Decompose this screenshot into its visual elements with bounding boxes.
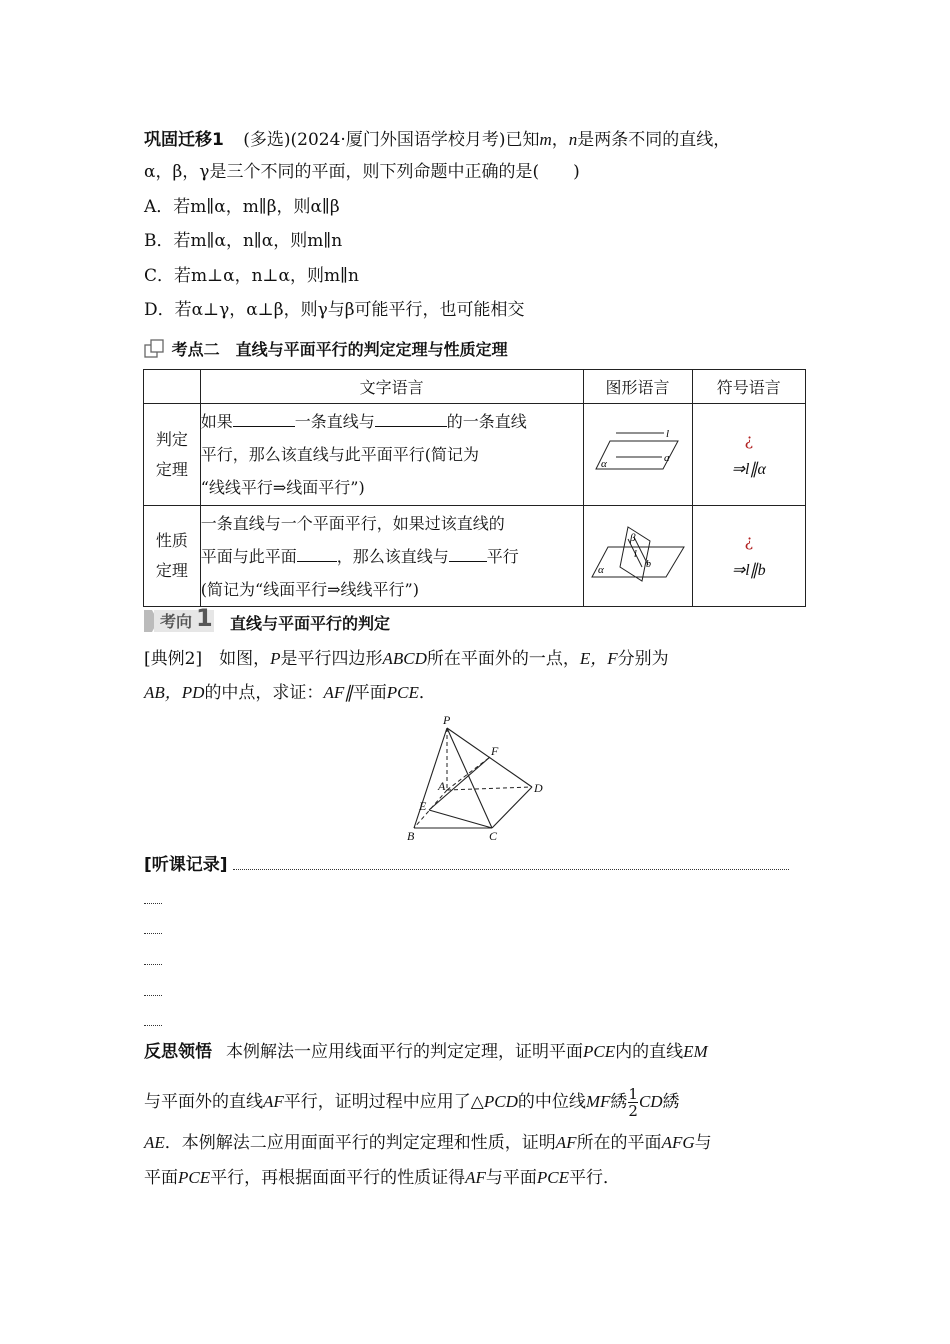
vertex-label-a: A	[438, 779, 446, 793]
property-text	[200, 506, 583, 607]
text: 平行．	[569, 1168, 620, 1188]
notes-blank-line[interactable]	[144, 933, 162, 934]
var: MF	[585, 1092, 611, 1111]
property-figure	[583, 506, 692, 607]
option-d	[144, 299, 525, 321]
section-title: 考点二 直线与平面平行的判定定理与性质定理	[171, 340, 508, 359]
option-a	[144, 196, 340, 218]
row-label-line: 定理	[155, 561, 188, 580]
reflection-line-1	[144, 1041, 708, 1063]
header-symbol-lang: 符号语言	[692, 370, 805, 404]
kaoxiang-banner	[144, 604, 444, 634]
symbol-brace: ¿	[744, 531, 754, 550]
property-text-line1: 一条直线与一个平面平行，如果过该直线的	[200, 513, 505, 533]
var: P	[270, 649, 281, 668]
text: 是平行四边形	[280, 649, 383, 669]
option-a-key: A．若	[144, 197, 191, 217]
kaoxiang-title: 直线与平面平行的判定	[230, 614, 391, 633]
kaoxiang-tag: 考向	[160, 612, 193, 631]
vertex-label-d: D	[534, 781, 543, 795]
row-label-line: 判定	[155, 429, 188, 449]
text: 一条直线与	[294, 412, 375, 431]
fill-blank	[375, 408, 447, 427]
fraction-numerator: 1	[628, 1085, 638, 1103]
text: 所在的平面	[576, 1133, 662, 1153]
var: PCE	[536, 1168, 569, 1187]
option-b-key: B．若	[144, 231, 191, 251]
text: ．	[418, 683, 436, 703]
text: 平面	[144, 1168, 178, 1188]
text: 与	[694, 1133, 712, 1153]
judge-symbol	[692, 404, 805, 506]
text: 的中点，求证：	[204, 683, 324, 703]
fig-label-a: a	[663, 451, 670, 464]
vertex-label-p: P	[443, 713, 451, 727]
option-c-key: C．若	[144, 266, 192, 286]
text: 分别为	[617, 649, 669, 669]
symbol-conclusion: ⇒l∥b	[731, 562, 766, 579]
fig-label-alpha: α	[600, 457, 607, 470]
judge-text-line2: 平行，那么该直线与此平面平行(简记为	[200, 445, 479, 464]
sep: ，	[551, 130, 569, 150]
practice-line-2: α，β，γ是三个不同的平面，则下列命题中正确的是( )	[144, 162, 580, 182]
judge-text-line1	[201, 405, 583, 438]
var: PCE	[583, 1042, 616, 1061]
row-label-judge	[144, 404, 201, 506]
practice-rest: 是两条不同的直线，	[577, 130, 731, 150]
text: 的一条直线	[446, 412, 527, 431]
theorem-table	[143, 369, 806, 607]
property-text-line3: (简记为“线面平行⇒线线平行”)	[200, 579, 419, 599]
var: E，F	[579, 649, 618, 668]
text: 綉	[610, 1092, 628, 1112]
text: 平行，再根据面面平行的性质证得	[210, 1168, 466, 1188]
option-d-key: D．若	[144, 300, 192, 320]
header-figure-lang: 图形语言	[583, 370, 692, 404]
var: AF	[465, 1168, 486, 1187]
text: 平面与此平面	[200, 546, 297, 566]
var-n: n	[568, 130, 578, 149]
var: PCE	[178, 1168, 211, 1187]
var-m: m	[539, 130, 552, 149]
fig-label-l: l	[633, 549, 637, 560]
reflection-line-3	[144, 1132, 712, 1154]
var: EM	[683, 1042, 708, 1061]
example-line-2	[144, 682, 436, 704]
row-label-line: 性质	[155, 531, 188, 550]
text: 与平面外的直线	[144, 1092, 263, 1112]
notes-dotted-line[interactable]	[233, 853, 789, 870]
example-line-1	[144, 648, 669, 670]
plane-line-figure	[588, 423, 688, 483]
table-row	[144, 404, 806, 506]
text: 本例解法一应用线面平行的判定定理，证明平面	[226, 1042, 583, 1062]
symbol-brace: ¿	[744, 429, 754, 449]
section-square-icon	[144, 339, 166, 359]
option-b	[144, 230, 342, 252]
property-symbol	[692, 506, 805, 607]
practice-line-1	[144, 129, 730, 151]
var: PCE	[386, 683, 419, 702]
practice-source: (多选)(2024·厦门外国语学校月考)已知	[243, 130, 540, 150]
reflection-line-4	[144, 1167, 620, 1189]
row-label-line: 定理	[155, 459, 188, 479]
reflection-line-2	[144, 1086, 680, 1119]
judge-text	[200, 404, 583, 506]
notes-line	[144, 853, 789, 876]
text: ，那么该直线与	[336, 546, 449, 566]
text: 如果	[200, 412, 233, 431]
intersecting-planes-figure	[588, 519, 688, 589]
var: ABCD	[382, 649, 427, 668]
header-empty	[144, 370, 201, 404]
var: AB，PD	[144, 683, 205, 702]
fraction-denominator: 2	[628, 1102, 638, 1120]
text: 内的直线	[615, 1042, 684, 1062]
text: [典例2] 如图，	[144, 649, 271, 669]
table-header-row	[144, 370, 806, 404]
text: 与平面	[485, 1168, 537, 1188]
fill-blank	[449, 543, 487, 562]
option-a-text: m∥α，m∥β，则α∥β	[190, 197, 340, 217]
fill-blank	[233, 408, 295, 427]
text: 平行，证明过程中应用了△	[283, 1092, 484, 1112]
var: AF	[263, 1092, 284, 1111]
notes-blank-line[interactable]	[144, 964, 162, 965]
notes-label: [听课记录]	[144, 855, 228, 875]
option-b-text: m∥α，n∥α，则m∥n	[190, 231, 343, 251]
fig-label-b: b	[645, 559, 651, 570]
pyramid-figure	[400, 712, 560, 844]
text: 平面	[352, 683, 387, 703]
table-row	[144, 506, 806, 607]
text: ．本例解法二应用面面平行的判定定理和性质，证明	[164, 1133, 556, 1153]
vertex-label-b: B	[407, 829, 415, 843]
vertex-label-e: E	[419, 799, 427, 813]
var: AF	[555, 1133, 577, 1152]
practice-label: 巩固迁移1	[144, 130, 224, 150]
fig-label-l: l	[665, 427, 669, 440]
text: 平行	[486, 546, 519, 566]
var: PCD	[483, 1092, 518, 1111]
var: AFG	[661, 1133, 695, 1152]
judge-figure	[583, 404, 692, 506]
option-d-text: α⊥γ，α⊥β，则γ与β可能平行，也可能相交	[191, 300, 525, 320]
option-c	[144, 265, 359, 287]
section-heading	[144, 339, 508, 361]
kaoxiang-num: 1	[196, 604, 213, 632]
text: 所在平面外的一点，	[426, 649, 580, 669]
fig-label-alpha: α	[597, 564, 604, 576]
var: AF∥	[323, 683, 353, 702]
text: 綉	[662, 1092, 680, 1112]
symbol-conclusion: ⇒l∥α	[731, 460, 766, 478]
option-c-text: m⊥α，n⊥α，则m∥n	[191, 266, 359, 286]
notes-blank-line[interactable]	[144, 995, 162, 996]
fraction-half	[628, 1086, 638, 1119]
var: CD	[638, 1092, 663, 1111]
judge-text-line3: “线线平行⇒线面平行”)	[200, 478, 365, 497]
notes-blank-line[interactable]	[144, 903, 162, 904]
property-text-line2	[201, 540, 583, 573]
vertex-label-c: C	[489, 829, 498, 843]
fig-label-beta: β	[629, 532, 636, 544]
header-text-lang: 文字语言	[200, 370, 583, 404]
var: AE	[144, 1133, 165, 1152]
reflection-label: 反思领悟	[144, 1042, 212, 1062]
vertex-label-f: F	[491, 744, 499, 758]
notes-blank-line[interactable]	[144, 1025, 162, 1026]
fill-blank	[297, 543, 337, 562]
row-label-property	[144, 506, 201, 607]
text: 的中位线	[517, 1092, 586, 1112]
